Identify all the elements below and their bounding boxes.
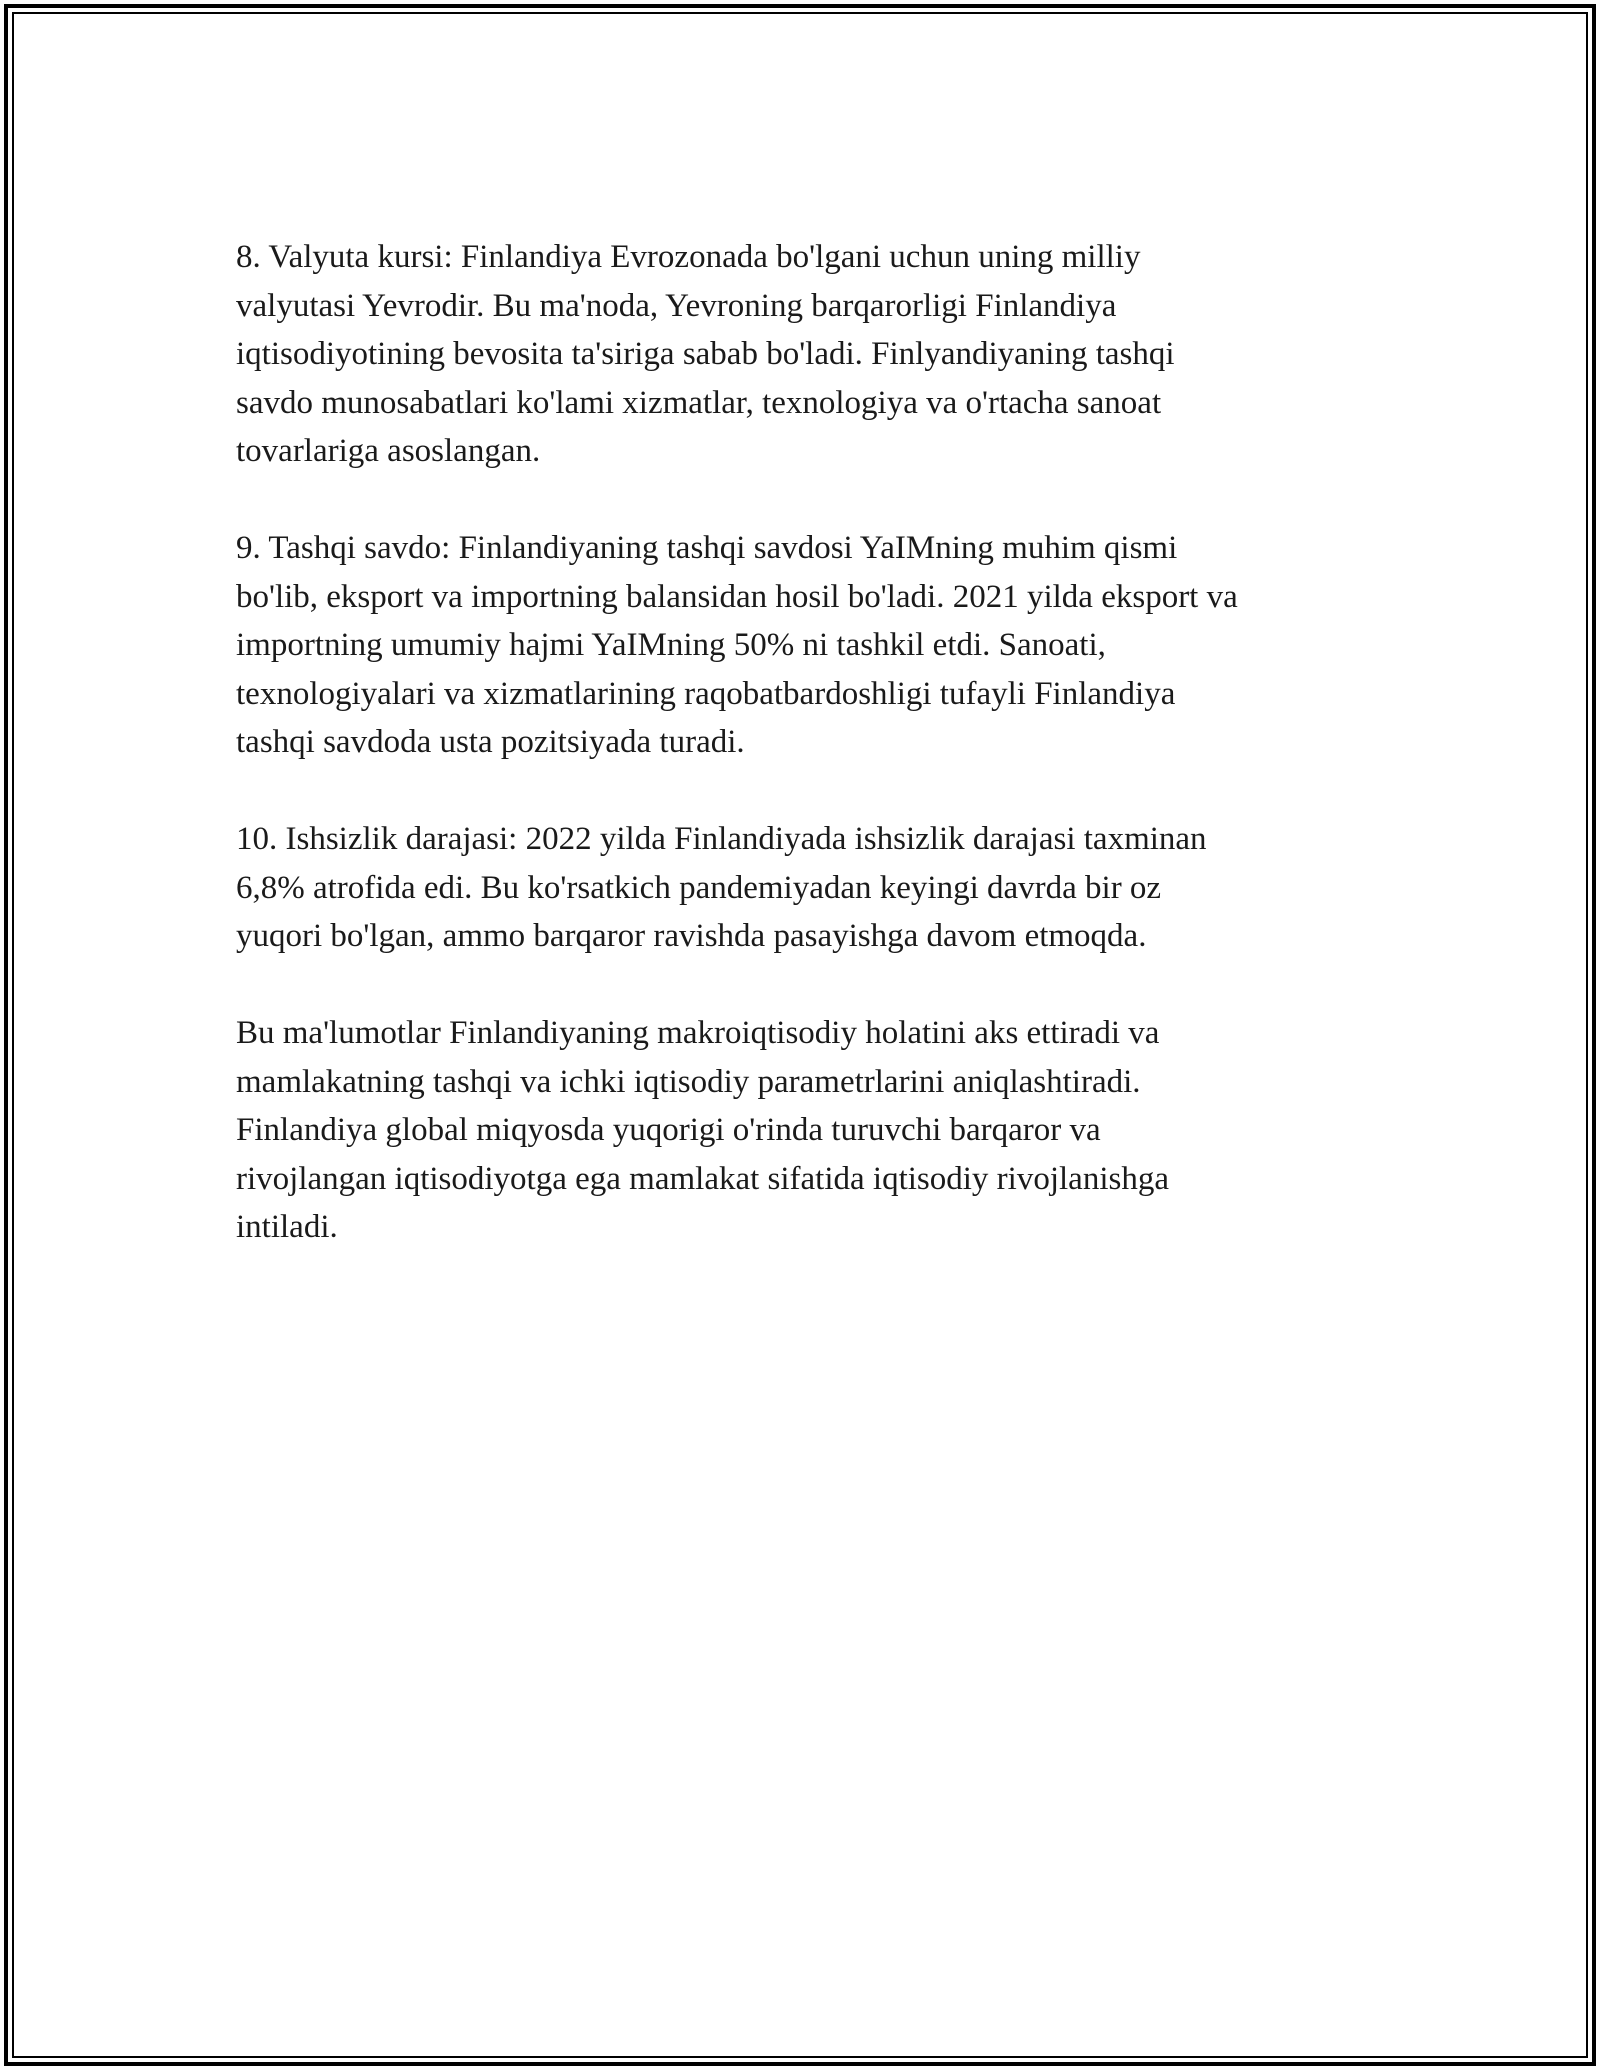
text-line: yuqori bo'lgan, ammo barqaror ravishda pasayishga davom etmoqda. (236, 918, 1147, 954)
paragraph-unemployment (236, 815, 1376, 961)
paragraph-foreign-trade (236, 524, 1376, 767)
text-line: tovarlariga asoslangan. (236, 433, 541, 469)
text-line: iqtisodiyotining bevosita ta'siriga sabab bo'ladi. Finlyandiyaning tashqi (236, 336, 1175, 372)
text-line: 8. Valyuta kursi: Finlandiya Evrozonada bo'lgani uchun uning milliy (236, 239, 1141, 275)
text-line: bo'lib, eksport va importning balansidan hosil bo'ladi. 2021 yilda eksport va (236, 578, 1238, 615)
text-line: texnologiyalari va xizmatlarining raqobatbardoshligi tufayli Finlandiya (236, 675, 1176, 712)
document-body (236, 233, 1376, 1300)
text-line: Finlandiya global miqyosda yuqorigi o'rinda turuvchi barqaror va (236, 1112, 1101, 1148)
text-line: 9. Tashqi savdo: Finlandiyaning tashqi savdosi YaIMning muhim qismi (236, 530, 1178, 566)
text-line: rivojlangan iqtisodiyotga ega mamlakat sifatida iqtisodiy rivojlanishga (236, 1160, 1169, 1197)
paragraph-exchange-rate (236, 233, 1376, 476)
text-line: savdo munosabatlari ko'lami xizmatlar, texnologiya va o'rtacha sanoat (236, 384, 1162, 421)
text-line: importning umumiy hajmi YaIMning 50% ni tashkil etdi. Sanoati, (236, 627, 1106, 663)
text-line: valyutasi Yevrodir. Bu ma'noda, Yevroning barqarorligi Finlandiya (236, 287, 1117, 324)
text-line: 6,8% atrofida edi. Bu ko'rsatkich pandemiyadan keyingi davrda bir oz (236, 869, 1162, 906)
text-line: Bu ma'lumotlar Finlandiyaning makroiqtisodiy holatini aks ettiradi va (236, 1015, 1160, 1051)
text-line: intiladi. (236, 1209, 338, 1245)
text-line: mamlakatning tashqi va ichki iqtisodiy parametrlarini aniqlashtiradi. (236, 1063, 1141, 1100)
text-line: tashqi savdoda usta pozitsiyada turadi. (236, 724, 745, 760)
paragraph-summary (236, 1009, 1376, 1252)
text-line: 10. Ishsizlik darajasi: 2022 yilda Finlandiyada ishsizlik darajasi taxminan (236, 821, 1207, 857)
